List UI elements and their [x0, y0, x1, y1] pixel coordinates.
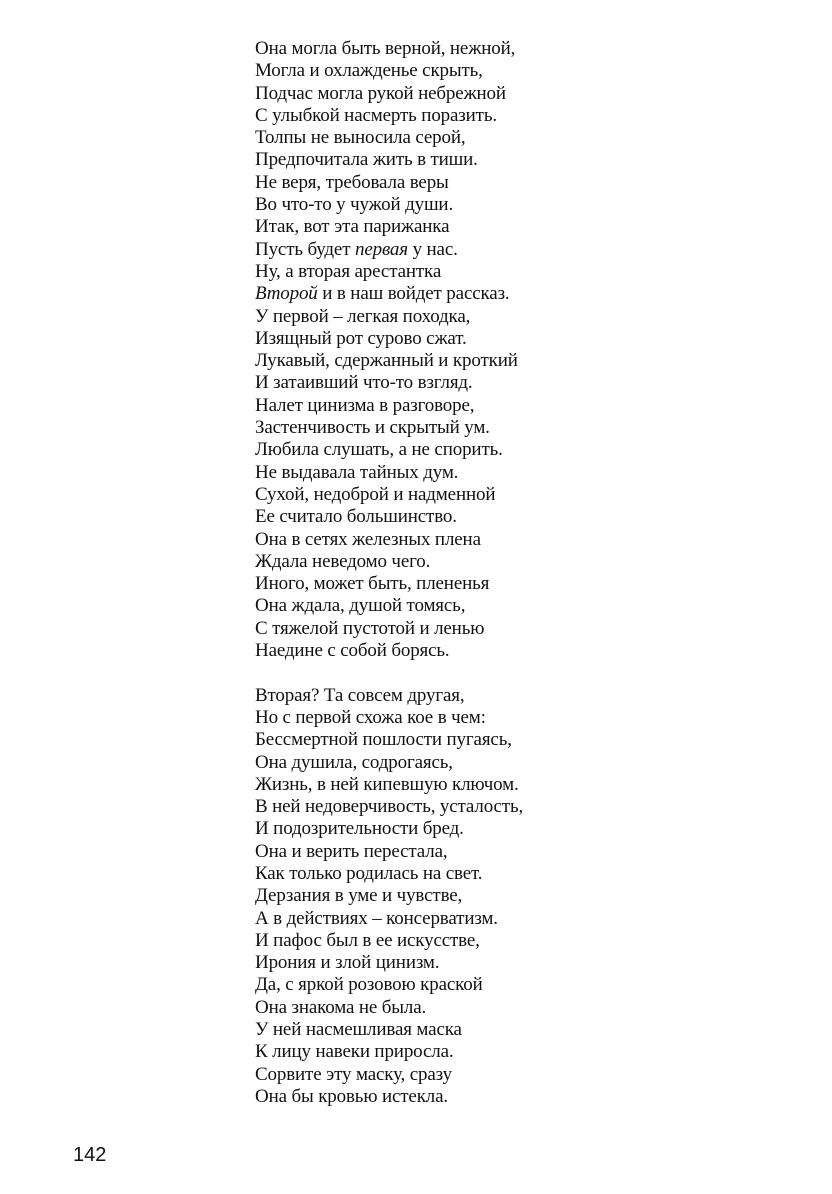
poem-line: Вторая? Та совсем другая, [255, 684, 465, 706]
italic-emphasis: Второй [255, 283, 318, 305]
poem-line: У первой – легкая походка, [255, 305, 471, 327]
poem-line: А в действиях – консерватизм. [255, 907, 498, 929]
poem-line: Ждала неведомо чего. [255, 550, 431, 572]
poem-line: К лицу навеки приросла. [255, 1041, 454, 1063]
poem-line: Не выдавала тайных дум. [255, 461, 459, 483]
poem-line: Она бы кровью истекла. [255, 1085, 448, 1107]
poem-line: Во что-то у чужой души. [255, 194, 454, 216]
poem-line: Предпочитала жить в тиши. [255, 149, 478, 171]
poem-line: Лукавый, сдержанный и кроткий [255, 350, 518, 372]
line-segment: у нас. [407, 238, 458, 260]
poem-line: Она и верить перестала, [255, 840, 448, 862]
poem-line: Ее считало большинство. [255, 506, 457, 528]
poem-line: И подозрительности бред. [255, 818, 464, 840]
poem-line: Иного, может быть, плененья [255, 573, 490, 595]
poem-line: Толпы не выносила серой, [255, 127, 466, 149]
poem-line: Сорвите эту маску, сразу [255, 1063, 452, 1085]
poem-line [255, 239, 775, 261]
poem [255, 38, 775, 1108]
line-segment: Пусть будет [255, 238, 355, 260]
poem-line: Застенчивость и скрытый ум. [255, 417, 490, 439]
poem-line: В ней недоверчивость, усталость, [255, 796, 524, 818]
poem-line: Она ждала, душой томясь, [255, 595, 466, 617]
poem-line: И пафос был в ее искусстве, [255, 929, 480, 951]
poem-line: Ну, а вторая арестантка [255, 260, 442, 282]
poem-line [255, 283, 775, 305]
poem-line: У ней насмешливая маска [255, 1019, 462, 1041]
poem-line: Наедине с собой борясь. [255, 640, 450, 662]
poem-line: Как только родилась на свет. [255, 862, 483, 884]
poem-line: Сухой, недоброй и надменной [255, 483, 496, 505]
poem-line: С тяжелой пустотой и ленью [255, 617, 485, 639]
poem-line: Итак, вот эта парижанка [255, 216, 450, 238]
italic-emphasis: первая [354, 238, 408, 260]
line-segment: и в наш войдет рассказ. [317, 283, 510, 305]
poem-line: Не веря, требовала веры [255, 171, 449, 193]
poem-line: Бессмертной пошлости пугаясь, [255, 729, 512, 751]
poem-line: Дерзания в уме и чувстве, [255, 885, 463, 907]
poem-line: Подчас могла рукой небрежной [255, 82, 506, 104]
poem-line: Налет цинизма в разговоре, [255, 394, 475, 416]
poem-line: Жизнь, в ней кипевшую ключом. [255, 773, 519, 795]
poem-line: Ирония и злой цинизм. [255, 952, 440, 974]
poem-line: Она душила, содрогаясь, [255, 751, 453, 773]
poem-line: Любила слушать, а не спорить. [255, 439, 503, 461]
page-number: 142 [73, 1144, 107, 1166]
stanza [255, 38, 775, 662]
poem-line: Она в сетях железных плена [255, 528, 481, 550]
poem-line: Изящный рот сурово сжат. [255, 327, 467, 349]
poem-line: И затаивший что-то взгляд. [255, 372, 473, 394]
poem-line: Да, с яркой розовою краской [255, 974, 483, 996]
poem-line: Она могла быть верной, нежной, [255, 38, 516, 59]
stanza [255, 685, 775, 1109]
poem-line: Могла и охлажденье скрыть, [255, 60, 483, 82]
poem-line: Но с первой схожа кое в чем: [255, 706, 486, 728]
poem-line: Она знакома не была. [255, 996, 427, 1018]
poem-line: С улыбкой насмерть поразить. [255, 104, 497, 126]
